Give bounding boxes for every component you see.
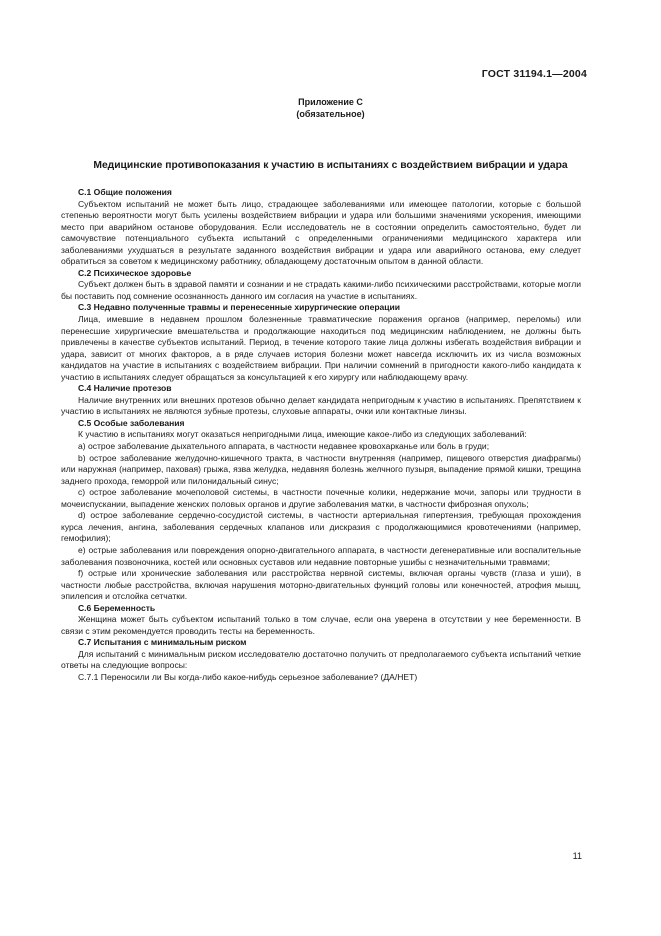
appendix-title: Медицинские противопоказания к участию в испытаниях с воздействием вибрации и удара <box>93 160 568 171</box>
paragraph-c1: Субъектом испытаний не может быть лицо, страдающее заболеваниями или имеющее патологии, которые с большой степенью вероятности могут быть усилены воздействием вибрации и удара или большими значениями ускорения, имеющими место при аварийном останове оборудования. Если исследователь не в состоянии определить самостоятельно, будет ли самочувствие потенциального субъекта испытаний с определенными ограничениями медицинского характера или заболеваниями ухудшаться в результате заданного воздействия вибрации и удара или аварийного останова, ему следует обратиться за советом к медицинскому работнику, обладающему достаточным опытом в данной области. <box>61 198 581 267</box>
list-item-c5-a: а) острое заболевание дыхательного аппарата, в частности недавнее кровохарканье или боль в груди; <box>78 441 490 452</box>
paragraph-c6: Женщина может быть субъектом испытаний только в том случае, если она уверена в отсутствии у нее беременности. В связи с этим рекомендуется проводить тесты на беременность. <box>61 614 581 636</box>
section-heading-c7: С.7 Испытания с минимальным риском <box>78 637 247 648</box>
section-heading-c1: С.1 Общие положения <box>78 187 172 197</box>
list-item-c5-f: f) острые или хронические заболевания или расстройства нервной системы, включая органы чувств (глаза и уши), в частности любые расстройства, включая нарушения моторно-двигательных функций головы или конечностей, атрофия мышц, эпилепсия и отслойка сетчатки. <box>61 568 581 602</box>
section-heading-c6: С.6 Беременность <box>78 602 156 613</box>
list-item-c5-d: d) острое заболевание сердечно-сосудистой системы, в частности артериальная гипертензия, требующая прохождения курса лечения, ангина, заболевания сердечных клапанов или дискразия с продолжающимися кровотечениями (например, гемофилия); <box>61 510 581 544</box>
list-item-c5-c: c) острое заболевание мочеполовой системы, в частности почечные колики, недержание мочи, запоры или трудности в мочеиспускании, выпадение женских половых органов и другие заболевания матки, в частности фиброзная опухоль; <box>61 487 581 509</box>
paragraph-c2: Субъект должен быть в здравой памяти и сознании и не страдать какими-либо психическими расстройствами, которые могли бы поставить под сомнение осознанность данного им согласия на участие в испытаниях. <box>61 279 581 301</box>
paragraph-c7: Для испытаний с минимальным риском исследователю достаточно получить от предполагаемого субъекта испытаний четкие ответы на следующие вопросы: <box>61 648 581 671</box>
paragraph-c3: Лица, имевшие в недавнем прошлом болезненные травматические поражения органов (например, переломы) или перенесшие хирургические вмешательства и продолжающие находиться под медицинским наблюдением, не должны быть привлечены в качестве субъектов испытаний. Период, в течение которого такие лица должны избегать воздействия вибрации и удара, зависит от многих факторов, а в ряде случаев история болезни может навсегда исключить их из числа возможных кандидатов на участие в испытаниях с воздействием вибрации. При наличии сомнений в пригодности какого-либо кандидата к участию в испытаниях следует обращаться за консультацией к его хирургу или наблюдающему врачу. <box>61 314 581 382</box>
page-number: 11 <box>572 851 582 861</box>
section-heading-c2: С.2 Психическое здоровье <box>78 267 192 278</box>
list-item-c5-e: e) острые заболевания или повреждения опорно-двигательного аппарата, в частности дегенеративные или воспалительные заболевания позвоночника, костей или основных суставов или недавние повторные ушибы с незначительными травмами; <box>61 544 581 567</box>
list-item-c5-b: b) острое заболевание желудочно-кишечного тракта, в частности внутренняя (например, пищевого отверстия диафрагмы) или наружная (например, паховая) грыжа, язва желудка, недавняя болезнь желчного пузыря, выпадение прямой кишки, трещина заднего прохода, геморрой или пилонидальный синус; <box>61 452 581 486</box>
appendix-label: Приложение С <box>298 97 363 107</box>
question-c7-1: С.7.1 Переносили ли Вы когда-либо какое-нибудь серьезное заболевание? (ДА/НЕТ) <box>78 671 418 682</box>
document-number: ГОСТ 31194.1—2004 <box>481 68 587 80</box>
section-heading-c5: С.5 Особые заболевания <box>78 417 185 428</box>
section-heading-c3: С.3 Недавно полученные травмы и перенесенные хирургические операции <box>78 302 401 313</box>
document-body <box>61 187 581 684</box>
section-heading-c4: С.4 Наличие протезов <box>78 383 172 394</box>
paragraph-c5-intro: К участию в испытаниях могут оказаться непригодными лица, имеющие какое-либо из следующих заболеваний: <box>78 429 527 440</box>
paragraph-c4: Наличие внутренних или внешних протезов обычно делает кандидата непригодным к участию в испытаниях. Препятствием к участию в испытаниях не являются зубные протезы, слуховые аппараты, очки или контактные линзы. <box>61 394 581 417</box>
appendix-status: (обязательное) <box>296 109 365 119</box>
